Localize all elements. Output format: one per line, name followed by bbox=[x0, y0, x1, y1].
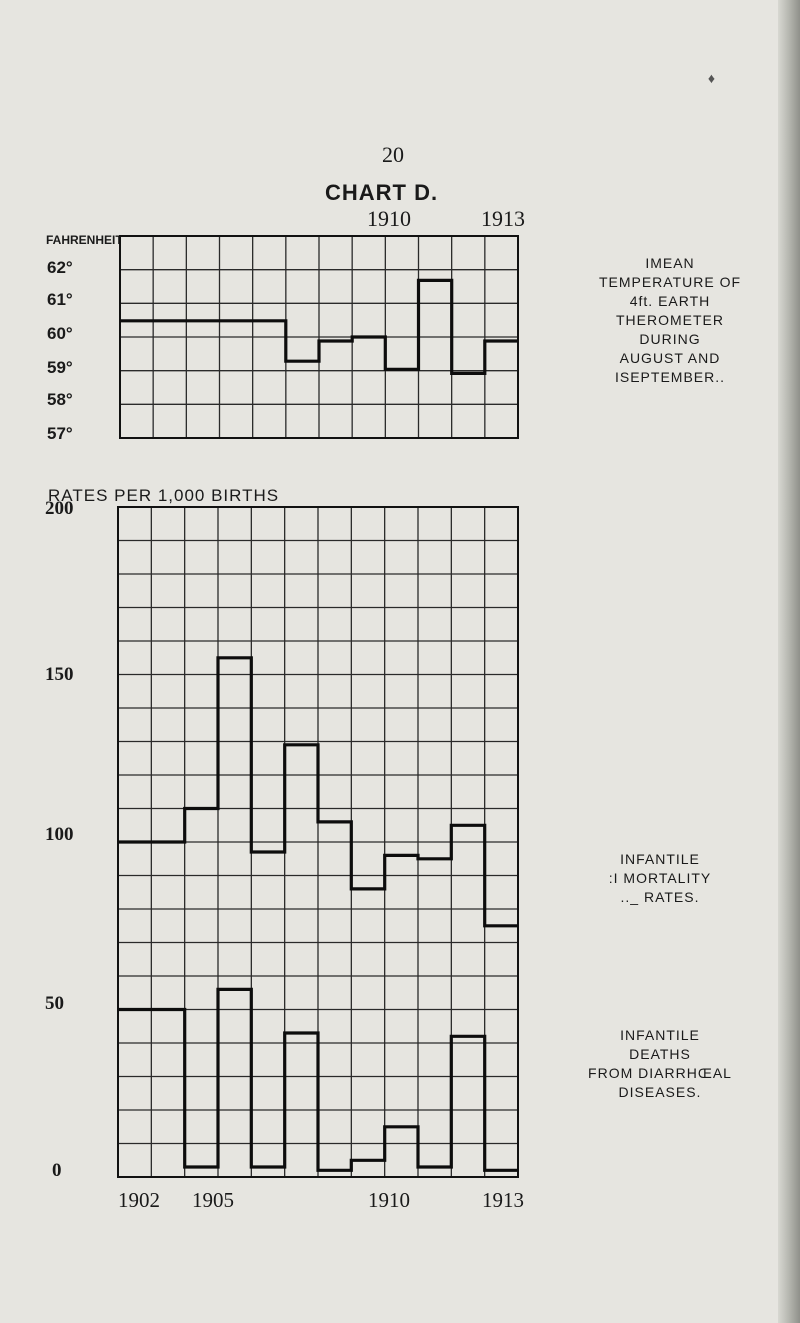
diarrhoeal-legend-line: INFANTILE bbox=[620, 1027, 700, 1043]
temperature-legend-line: THEROMETER bbox=[616, 312, 724, 328]
mortality-legend-line: .._ RATES. bbox=[620, 889, 700, 905]
top-year-label-1910: 1910 bbox=[367, 206, 411, 231]
rate-tick-200: 200 bbox=[45, 498, 74, 519]
temperature-legend-line: 4ft. EARTH bbox=[629, 293, 711, 309]
chart-title: CHART D. bbox=[325, 180, 439, 205]
x-tick-1910: 1910 bbox=[368, 1188, 410, 1212]
temp-tick-58: 58° bbox=[47, 390, 73, 409]
diarrhoeal-legend-line: FROM DIARRHŒAL bbox=[588, 1065, 732, 1081]
rate-tick-0: 0 bbox=[52, 1160, 62, 1181]
temperature-legend-line: ISEPTEMBER.. bbox=[614, 369, 726, 385]
rate-tick-50: 50 bbox=[45, 993, 64, 1014]
rate-tick-150: 150 bbox=[45, 664, 74, 685]
mortality-legend-line: :I MORTALITY bbox=[608, 870, 712, 886]
diarrhoeal-legend-line: DEATHS bbox=[629, 1046, 691, 1062]
x-tick-1902: 1902 bbox=[118, 1188, 160, 1212]
temp-tick-60: 60° bbox=[47, 324, 73, 343]
temperature-legend-line: TEMPERATURE OF bbox=[598, 274, 742, 290]
rates-axis-title: RATES PER 1,000 BIRTHS bbox=[48, 486, 280, 505]
temperature-legend-line: DURING bbox=[639, 331, 701, 347]
x-tick-1905: 1905 bbox=[192, 1188, 234, 1212]
temp-axis-header: FAHRENHEIT bbox=[46, 233, 123, 247]
temp-tick-61: 61° bbox=[47, 290, 73, 309]
temp-tick-59: 59° bbox=[47, 358, 73, 377]
diarrhoeal-legend-line: DISEASES. bbox=[618, 1084, 702, 1100]
temperature-legend-line: IMEAN bbox=[645, 255, 695, 271]
page-number: 20 bbox=[382, 142, 404, 167]
temperature-legend-line: AUGUST AND bbox=[619, 350, 721, 366]
temp-tick-57: 57° bbox=[47, 424, 73, 443]
page-speck: ♦ bbox=[707, 70, 715, 86]
temp-tick-62: 62° bbox=[47, 258, 73, 277]
rate-tick-100: 100 bbox=[45, 824, 74, 845]
top-year-label-1913: 1913 bbox=[481, 206, 525, 231]
mortality-legend-line: INFANTILE bbox=[620, 851, 700, 867]
x-tick-1913: 1913 bbox=[482, 1188, 524, 1212]
